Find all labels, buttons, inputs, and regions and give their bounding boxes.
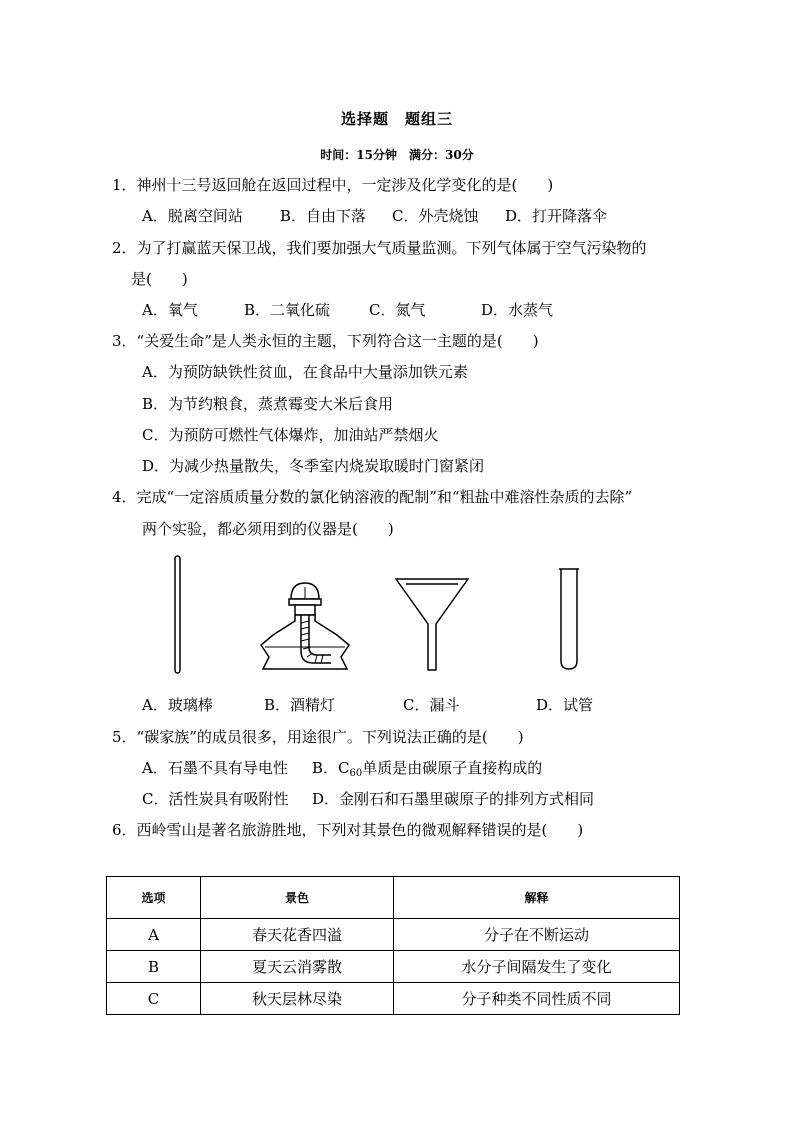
q5-option-b-suffix: 单质是由碳原子直接构成的 <box>362 759 543 777</box>
glass-rod-image <box>170 555 186 675</box>
q5-option-c: C．活性炭具有吸附性 <box>142 790 289 808</box>
q1-option-a: A．脱离空间站 <box>142 207 243 225</box>
header-option: 选项 <box>107 877 201 919</box>
q3-option-c: C．为预防可燃性气体爆炸，加油站严禁烟火 <box>142 426 439 444</box>
test-tube-image <box>557 567 581 673</box>
q4-stem-line1: 4．完成“一定溶质质量分数的氯化钠溶液的配制”和“粗盐中难溶性杂质的去除” <box>112 488 633 506</box>
table-row <box>107 919 680 951</box>
header-scenery: 景色 <box>201 877 394 919</box>
funnel-image <box>392 574 472 674</box>
q2-option-a: A．氧气 <box>142 301 198 319</box>
table-cell: 分子在不断运动 <box>394 919 680 951</box>
q4-option-d: D．试管 <box>536 696 594 714</box>
table-header-row <box>107 877 680 919</box>
q3-option-a: A．为预防缺铁性贫血，在食品中大量添加铁元素 <box>142 363 468 381</box>
q1-option-b: B．自由下落 <box>280 207 367 225</box>
q3-option-d: D．为减少热量散失，冬季室内烧炭取暖时门窗紧闭 <box>142 457 485 475</box>
table-cell: 水分子间隔发生了变化 <box>394 951 680 983</box>
page-title: 选择题 题组三 <box>340 110 453 128</box>
q6-stem: 6．西岭雪山是著名旅游胜地，下列对其景色的微观解释错误的是( ) <box>112 821 584 839</box>
q6-table <box>106 876 680 1015</box>
q1-option-d: D．打开降落伞 <box>505 207 608 225</box>
q5-option-b <box>312 758 542 781</box>
q5-option-a: A．石墨不具有导电性 <box>142 759 288 777</box>
q2-option-b: B．二氧化硫 <box>244 301 331 319</box>
alcohol-lamp-image <box>255 577 355 677</box>
table-cell: A <box>107 919 201 951</box>
q4-option-b: B．酒精灯 <box>264 696 336 714</box>
q5-option-b-prefix: B．C <box>312 759 350 777</box>
q4-option-a: A．玻璃棒 <box>142 696 213 714</box>
q1-stem: 1．神州十三号返回舱在返回过程中，一定涉及化学变化的是( ) <box>112 176 554 194</box>
table-cell: 春天花香四溢 <box>201 919 394 951</box>
q2-stem-line2: 是( ) <box>131 270 188 288</box>
q5-option-b-subscript: 60 <box>349 768 363 779</box>
table-cell: C <box>107 983 201 1015</box>
q5-option-d: D．金刚石和石墨里碳原子的排列方式相同 <box>312 790 595 808</box>
q5-stem: 5．“碳家族”的成员很多，用途很广。下列说法正确的是( ) <box>112 728 524 746</box>
time-score-info: 时间：15分钟 满分：30分 <box>320 148 474 162</box>
q2-stem-line1: 2．为了打赢蓝天保卫战，我们要加强大气质量监测。下列气体属于空气污染物的 <box>112 239 647 257</box>
q4-option-c: C．漏斗 <box>403 696 460 714</box>
table-cell: 夏天云消雾散 <box>201 951 394 983</box>
q3-stem: 3．“关爱生命”是人类永恒的主题，下列符合这一主题的是( ) <box>112 332 539 350</box>
q2-option-d: D．水蒸气 <box>481 301 554 319</box>
table-cell: B <box>107 951 201 983</box>
header-explanation: 解释 <box>394 877 680 919</box>
table-cell: 分子种类不同性质不同 <box>394 983 680 1015</box>
q4-stem-line2: 两个实验，都必须用到的仪器是( ) <box>142 520 394 538</box>
table-cell: 秋天层林尽染 <box>201 983 394 1015</box>
table-row <box>107 983 680 1015</box>
table-row <box>107 951 680 983</box>
q1-option-c: C．外壳烧蚀 <box>392 207 479 225</box>
q2-option-c: C．氮气 <box>369 301 426 319</box>
q3-option-b: B．为节约粮食，蒸煮霉变大米后食用 <box>142 395 394 413</box>
